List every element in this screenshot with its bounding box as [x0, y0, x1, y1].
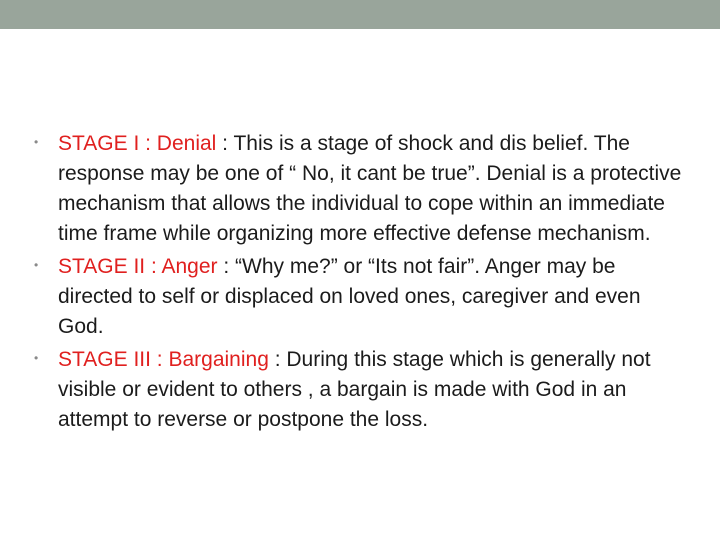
bullet-icon: • — [34, 351, 39, 365]
stage-2-description: : “Why me?” or “Its not fair”. Anger may be directed to self or displaced on loved ones, caregiver and even God. — [58, 255, 641, 338]
top-band — [0, 0, 720, 29]
bullet-item-stage-3 — [34, 345, 684, 435]
stage-3-title: STAGE III : Bargaining — [58, 348, 269, 371]
stage-1-description: : This is a stage of shock and dis belief. The response may be one of “ No, it cant be true”. Denial is a protective mechanism that allows the individual to cope within an immediate time frame while organizing more effective defense mechanism. — [58, 132, 682, 245]
bullet-icon: • — [34, 258, 39, 272]
stage-2-title: STAGE II : Anger — [58, 255, 218, 278]
bullet-item-stage-1 — [34, 129, 684, 249]
bullet-icon: • — [34, 135, 39, 149]
stage-3-description: : During this stage which is generally not visible or evident to others , a bargain is made with God in an attempt to reverse or postpone the loss. — [58, 348, 651, 431]
bullet-item-stage-2 — [34, 252, 684, 342]
stage-1-title: STAGE I : Denial — [58, 132, 217, 155]
stage-bullet-list — [34, 129, 684, 438]
